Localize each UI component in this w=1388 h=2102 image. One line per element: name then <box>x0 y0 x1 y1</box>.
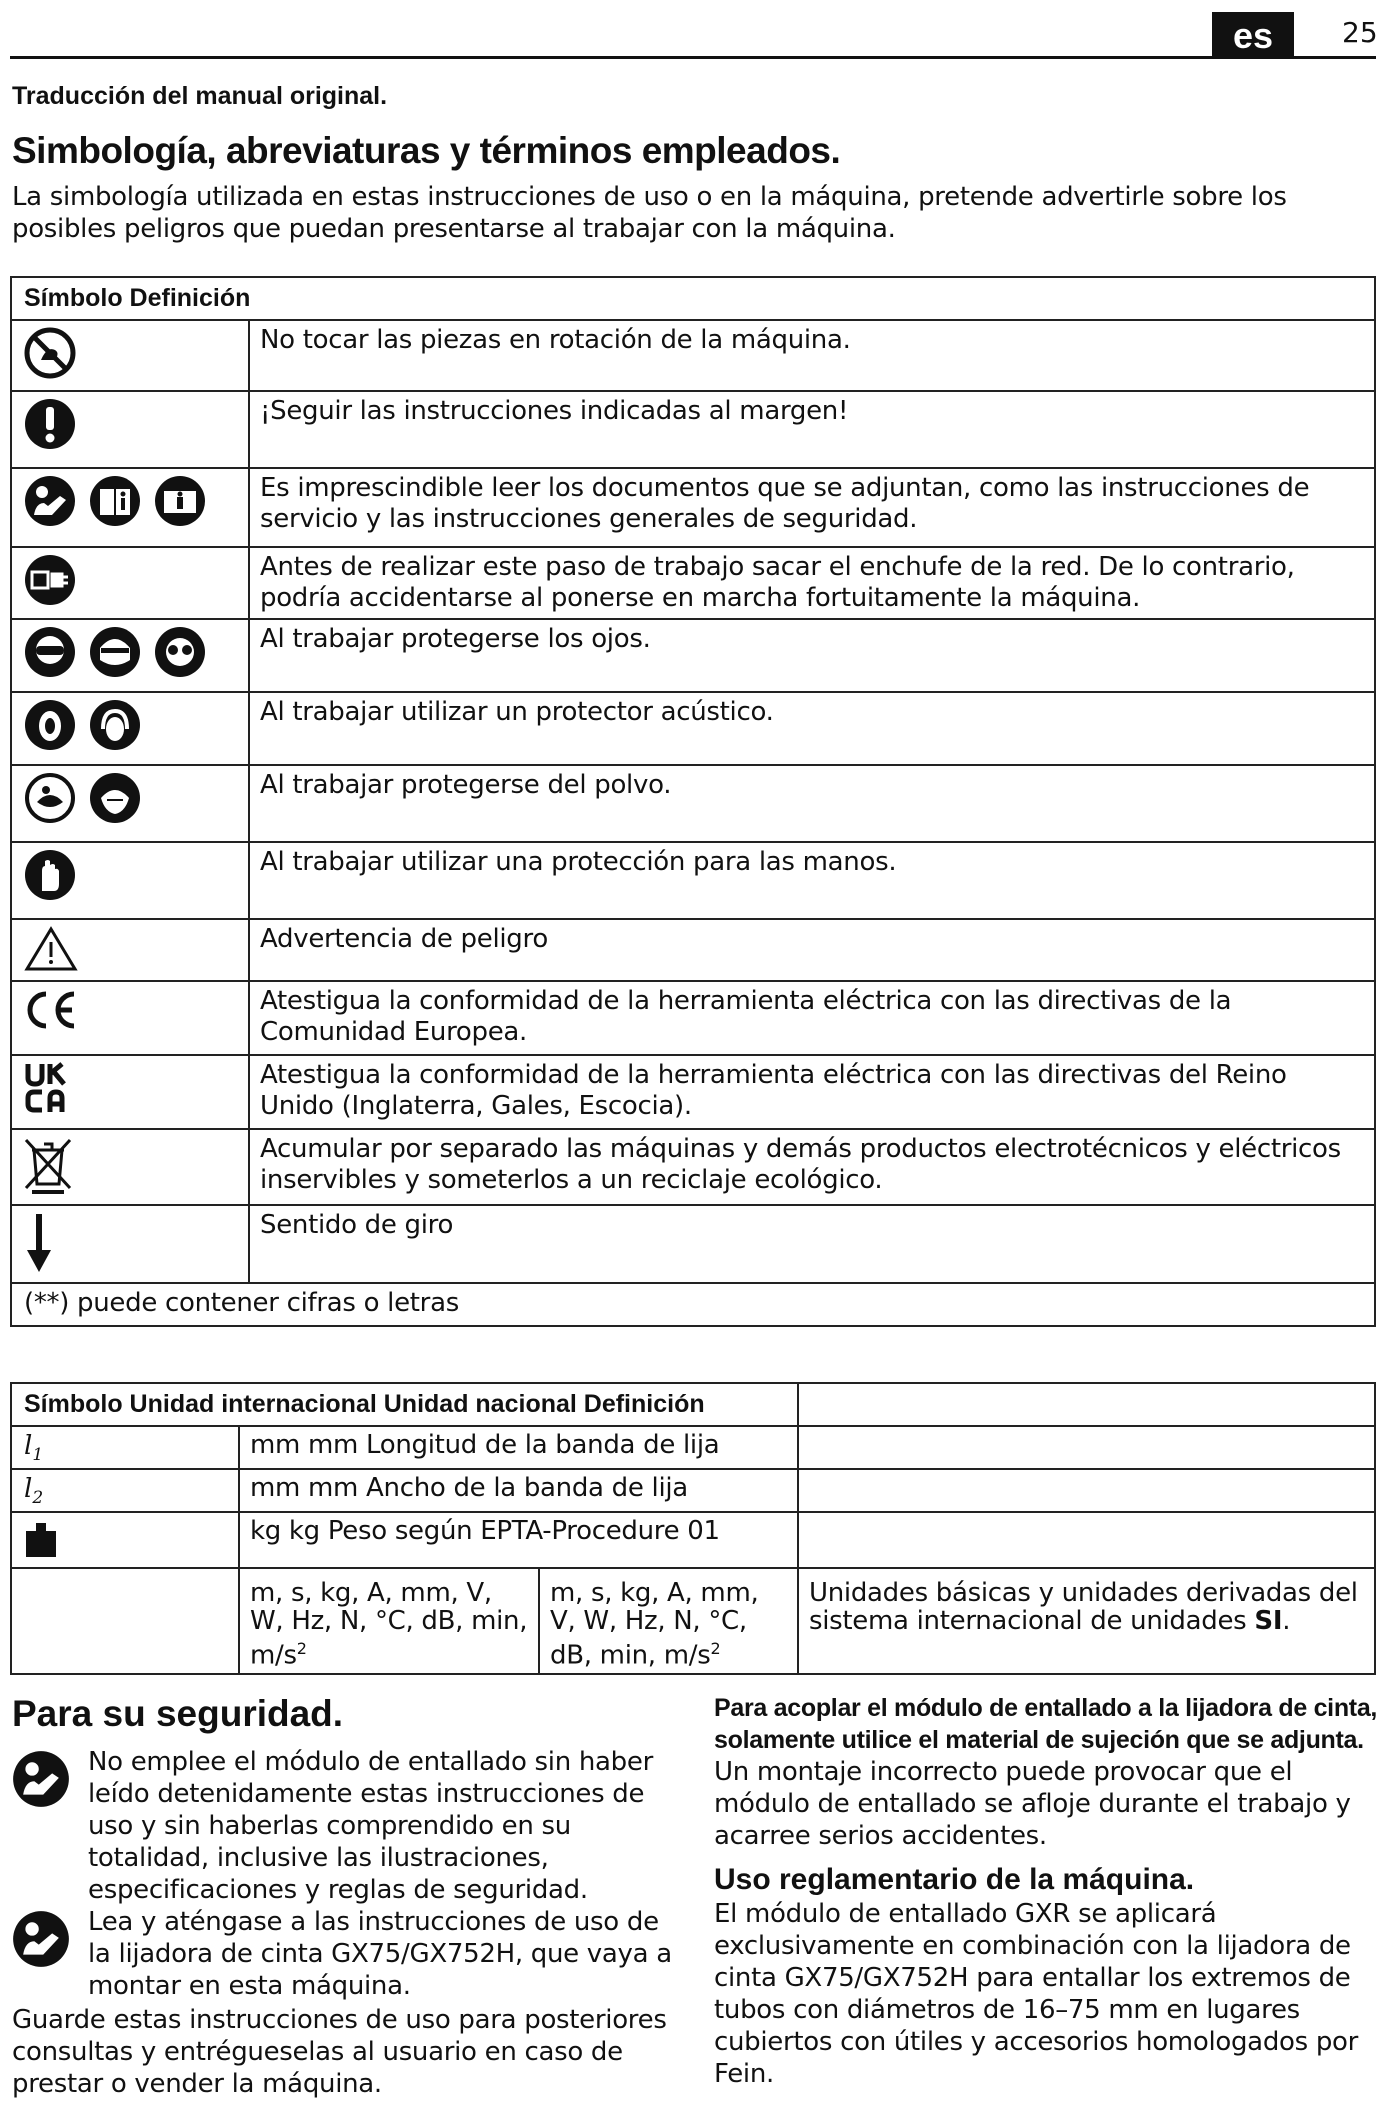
unit-row-text: kg kg Peso según EPTA-Procedure 01 <box>239 1512 798 1568</box>
safety-item-text: Lea y aténgase a las instrucciones de uso de la lijadora de cinta GX75/GX752H, que vaya a montar en esta máquina. <box>88 1907 672 2001</box>
ear-muff-icon <box>89 699 141 751</box>
unit-row-text: mm mm Ancho de la banda de lija <box>239 1469 798 1512</box>
symbol-table <box>10 276 1376 1327</box>
symbol-definition: Atestigua la conformidad de la herramienta eléctrica con las directivas de la Comunidad Europea. <box>249 981 1375 1055</box>
symbol-l2: $l_2$ <box>11 1469 239 1512</box>
safety-item-text: No emplee el módulo de entallado sin haber leído detenidamente estas instrucciones de uso y sin haberlas comprendido en su totalidad, inclusive las ilustraciones, especificaciones y reglas de seguridad. <box>88 1747 653 1905</box>
manual-info-icon <box>89 475 141 527</box>
header-rule <box>10 56 1376 59</box>
read-manual-icon <box>12 1910 70 1968</box>
gloves-icon <box>24 849 76 901</box>
si-definition: Unidades básicas y unidades derivadas del sistema internacional de unidades SI. <box>798 1568 1375 1674</box>
symbol-definition: No tocar las piezas en rotación de la máquina. <box>249 320 1375 391</box>
dust-mask-icon <box>24 772 76 824</box>
symbol-l1: $l_1$ <box>11 1426 239 1469</box>
safety-heading: Para su seguridad. <box>12 1693 344 1734</box>
manual-book-icon <box>154 475 206 527</box>
read-manual-icon <box>24 475 76 527</box>
glasses-icon <box>154 626 206 678</box>
safety-item-read <box>12 1746 672 1906</box>
symbol-definition: Al trabajar utilizar un protector acústico. <box>249 692 1375 765</box>
goggles-icon <box>24 626 76 678</box>
read-manual-icon <box>12 1750 70 1808</box>
mounting-bold: Para acoplar el módulo de entallado a la lijadora de cinta, solamente utilice el material de sujeción que se adjunta. <box>714 1694 1378 1754</box>
intended-use-heading: Uso reglamentario de la máquina. <box>714 1863 1195 1896</box>
symbol-definition: Al trabajar protegerse los ojos. <box>249 619 1375 692</box>
mounting-paragraph <box>714 1692 1378 1852</box>
document-subtitle: Traducción del manual original. <box>12 82 388 110</box>
ear-protection-icon <box>24 699 76 751</box>
keep-instructions-text: Guarde estas instrucciones de uso para posteriores consultas y entrégueselas al usuario en caso de prestar o vender la máquina. <box>12 2005 667 2099</box>
symbol-definition: Es imprescindible leer los documentos que se adjuntan, como las instrucciones de servicio y las instrucciones generales de seguridad. <box>249 468 1375 547</box>
ukca-mark-icon <box>24 1062 68 1114</box>
safety-item-follow <box>12 1906 672 2002</box>
weee-bin-icon <box>24 1136 72 1194</box>
symbol-definition: Al trabajar utilizar una protección para las manos. <box>249 842 1375 919</box>
right-column <box>714 1692 1378 2090</box>
symbol-definition: Al trabajar protegerse del polvo. <box>249 765 1375 842</box>
symbol-table-footnote: (**) puede contener cifras o letras <box>11 1283 1375 1326</box>
symbol-definition: Advertencia de peligro <box>249 919 1375 981</box>
unplug-icon <box>24 554 76 606</box>
symbol-table-header: Símbolo Definición <box>11 277 1375 320</box>
arrow-down-icon <box>24 1212 54 1274</box>
unit-row-text: mm mm Longitud de la banda de lija <box>239 1426 798 1469</box>
intro-paragraph: La simbología utilizada en estas instrucciones de uso o en la máquina, pretende advertirle sobre los posibles peligros que puedan presentarse al trabajar con la máquina. <box>12 182 1287 244</box>
warning-triangle-icon <box>24 926 78 972</box>
ce-mark-icon <box>24 988 84 1032</box>
symbol-definition: ¡Seguir las instrucciones indicadas al margen! <box>249 391 1375 468</box>
symbol-definition: Antes de realizar este paso de trabajo sacar el enchufe de la red. De lo contrario, podría accidentarse al ponerse en marcha fortuitamente la máquina. <box>249 547 1375 619</box>
page-number: 25 <box>1342 16 1378 49</box>
national-units: m, s, kg, A, mm, V, W, Hz, N, °C, dB, min, $m/s^2$ <box>539 1568 798 1674</box>
units-table <box>10 1382 1376 1675</box>
exclamation-icon <box>24 398 76 450</box>
weight-icon <box>24 1519 58 1559</box>
symbol-definition: Sentido de giro <box>249 1205 1375 1283</box>
mounting-normal: Un montaje incorrecto puede provocar que el módulo de entallado se afloje durante el trabajo y acarree serios accidentes. <box>714 1757 1351 1851</box>
symbol-definition: Atestigua la conformidad de la herramienta eléctrica con las directivas del Reino Unido (Inglaterra, Gales, Escocia). <box>249 1055 1375 1129</box>
intended-use-text: El módulo de entallado GXR se aplicará exclusivamente en combinación con la lijadora de cinta GX75/GX752H para entallar los extremos de tubos con diámetros de 16–75 mm en lugares cubiertos con útiles y accesorios homologados por Fein. <box>714 1899 1359 2089</box>
face-shield-icon <box>89 626 141 678</box>
intl-units: m, s, kg, A, mm, V, W, Hz, N, °C, dB, min, $m/s^2$ <box>239 1568 539 1674</box>
respirator-icon <box>89 772 141 824</box>
page-title: Simbología, abreviaturas y términos empleados. <box>12 130 841 171</box>
symbol-definition: Acumular por separado las máquinas y demás productos electrotécnicos y eléctricos inservibles y someterlos a un reciclaje ecológico. <box>249 1129 1375 1205</box>
units-table-header: Símbolo Unidad internacional Unidad nacional Definición <box>11 1383 798 1426</box>
no-touch-rotating-icon <box>24 327 76 379</box>
language-tab: es <box>1212 12 1294 58</box>
